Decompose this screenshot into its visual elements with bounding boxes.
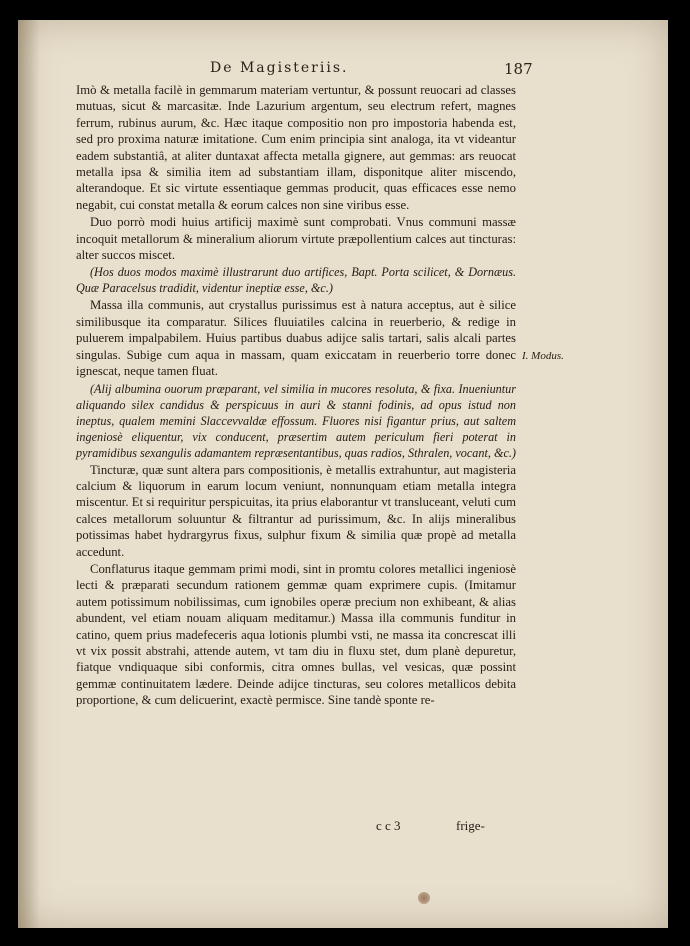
paragraph-4: Tincturæ, quæ sunt altera pars compositionis, è metallis extrahuntur, aut magisteria calcium & liquorum in earum locum veniunt, nonnunquam etiam metalla integra miscentur. Et si requiritur perspicuitas, ita prius elaborantur vt transluceant, veluti cum calces metallorum soluuntur & filtrantur ad purissimum, &c. In alijs mineralibus potissimas habet hydrargyrus fixus, sulphur fixum & similia quæ propè ad metalla accedunt. [76, 462, 516, 559]
paragraph-5: Conflaturus itaque gemmam primi modi, sint in promtu colores metallici ingeniosè lecti & præparati secundum rationem gemmæ quam exprimere cupis. (Imitamur autem potissimum nobilissimas, cum ignobiles operæ precium non exhibeant, & alias abundent, vel etiam nouam aliquam meditamur.) Massa illa communis funditur in catino, quem prius madefeceris aqua lotionis plumbi vsti, ne massa ita concrescat illi vt vix possit abstrahi, attende autem, vt tam diu in fluxu stet, dum planè depuretur, fiatque vndiquaque sibi conformis, citra omnes bullas, vel vesicas, quæ possint gemmæ continuitatem lædere. Deinde adijce tincturas, seu colores metallicos debita proportione, & cum delicuerint, exactè permisce. Sine tandè sponte re- [76, 561, 516, 708]
catchword: frige- [456, 818, 485, 833]
running-title: De Magisteriis. [210, 60, 349, 76]
main-text [76, 82, 516, 710]
note-1: (Hos duos modos maximè illustrarunt duo artifices, Bapt. Porta scilicet, & Dornæus. Quæ Paracelsus tradidit, videntur ineptiæ esse, &c.) [76, 265, 516, 296]
paragraph-3: Massa illa communis, aut crystallus purissimus est à natura acceptus, aut è silice similibusque ita comparatur. Silices fluuiatiles calcina in reuerberio, & redige in puluerem impalpabilem. Huius partibus duabus adijce salis tartari, salis alcali partes singulas. Subige cum aqua in massam, quam exiccatam in reuerberio torre donec ignescat, neque tamen fluat. [76, 298, 516, 379]
paragraph-1: Imò & metalla facilè in gemmarum materiam vertuntur, & possunt reuocari ad classes mutuas, sicut & marcasitæ. Inde Lazurium argentum, seu electrum refert, magnes ferrum, rubinus aurum, &c. Hæc itaque compositio non pro impostoria habenda est, sed pro proxima naturæ imitatione. Cum enim principia sint analoga, ita vt videantur eadem substantiâ, at aliter duntaxat affecta metalla gignere, aut gemmas: ars reuocat metalla ipsa & similia item ad substantiam illam, disponitque aliter miscendo, alterandoque. Et sic virtute essentiaque gemmas producit, quas efficaces esse nemo negabit, cui constat metalla & eorum calces non sine viribus esse. [76, 83, 516, 212]
paragraph-2: Duo porrò modi huius artificij maximè sunt comprobati. Vnus communi massæ incoquit metallorum & mineralium aliorum virtute præpollentium calces aut tincturas: alter succos miscet. [76, 215, 516, 263]
margin-note: I. Modus. [522, 350, 564, 362]
paper-hole [418, 892, 430, 904]
signature-mark: c c 3 [376, 818, 401, 833]
page-number: 187 [504, 60, 533, 78]
note-2: (Alij albumina ouorum præparant, vel similia in mucores resoluta, & fixa. Inueniuntur aliquando silex candidus & perspicuus in auri & stanni fodinis, ad opus istud non ineptus, qualem memini Slaccevvaldæ effossum. Fluores nisi figantur prius, aut saltem ingeniosè eliquentur, vix conducent, præsertim autem periculum fieri poterat in pyramidibus sexangulis adamantem repræsentantibus, quas radios, Sthralen, vocant, &c.) [76, 381, 516, 460]
page-gutter-shadow [18, 20, 40, 928]
